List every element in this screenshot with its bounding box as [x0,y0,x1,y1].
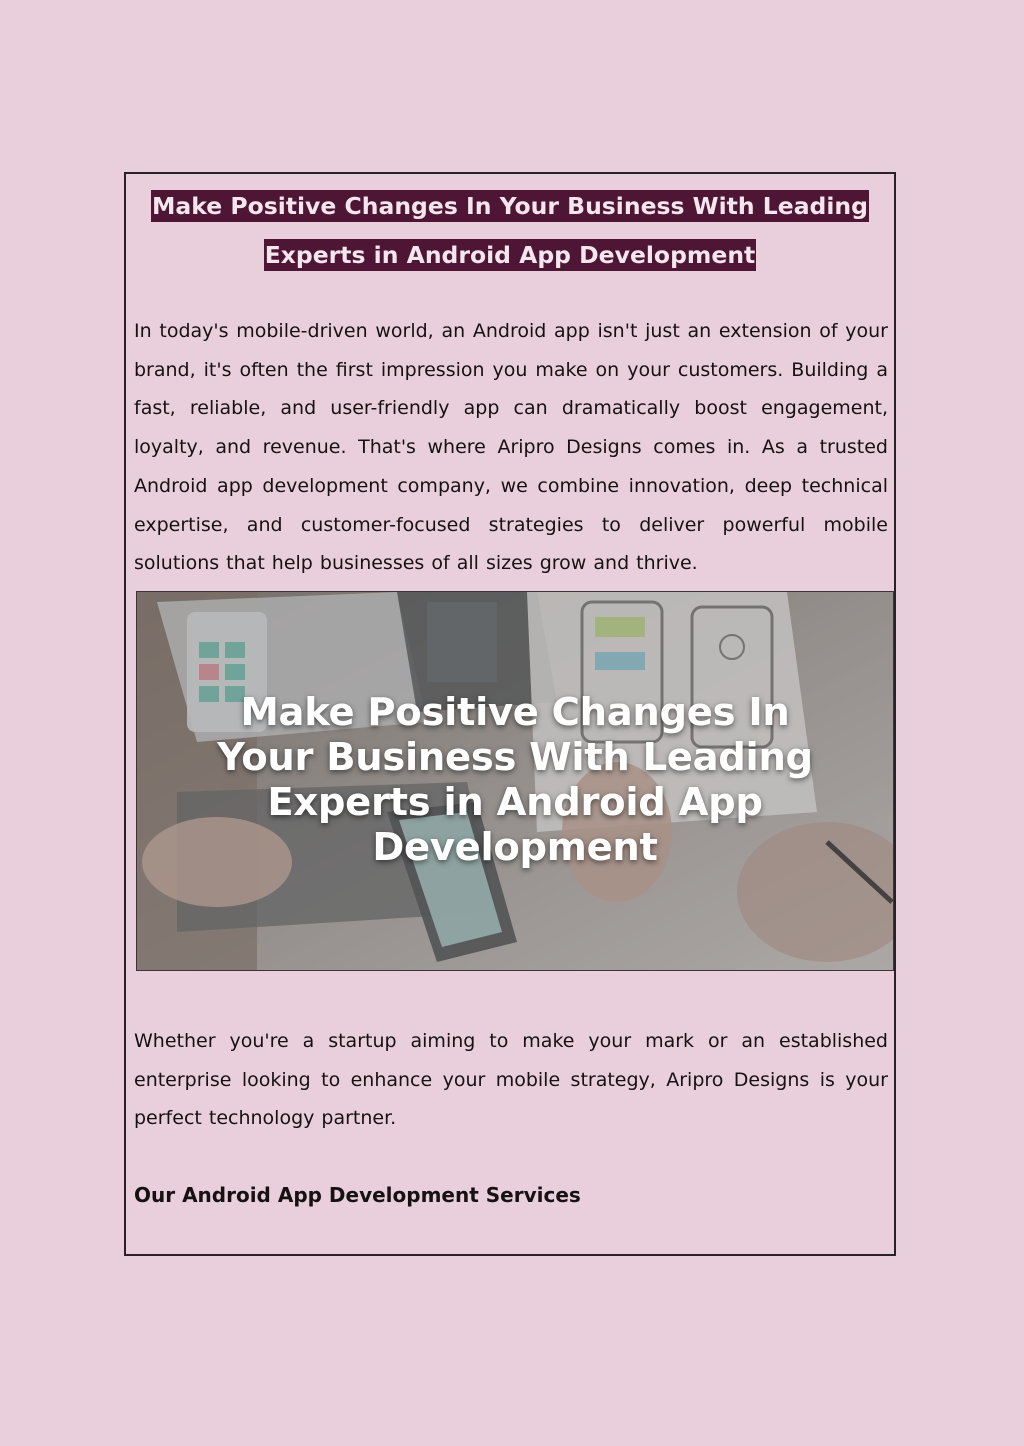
second-paragraph: Whether you're a startup aiming to make your mark or an established enterprise looking to enhance your mobile strategy, Aripro Designs is your perfect technology partner. [134,1030,888,1130]
hero-overlay-title [137,690,893,870]
page-title [126,184,894,282]
title-line-1: Make Positive Changes In Your Business With Leading [152,192,868,220]
hero-overlay-line-2: Your Business With Leading [217,735,813,780]
intro-paragraph: In today's mobile-driven world, an Android app isn't just an extension of your brand, it's often the first impression you make on your customers. Building a fast, reliable, and user-friendly app can dramatically boost engagement, loyalty, and revenue. That's where Aripro Designs comes in. As a trusted Android app development company, we combine innovation, deep technical expertise, and customer-focused strategies to deliver powerful mobile solutions that help businesses of all sizes grow and thrive. [134,320,888,575]
title-line-2: Experts in Android App Development [264,241,756,269]
hero-overlay-line-4: Development [372,825,658,870]
hero-overlay-line-3: Experts in Android App [267,780,763,825]
hero-image [136,591,894,971]
section-heading: Our Android App Development Services [134,1183,581,1207]
hero-overlay-line-1: Make Positive Changes In [240,690,790,735]
